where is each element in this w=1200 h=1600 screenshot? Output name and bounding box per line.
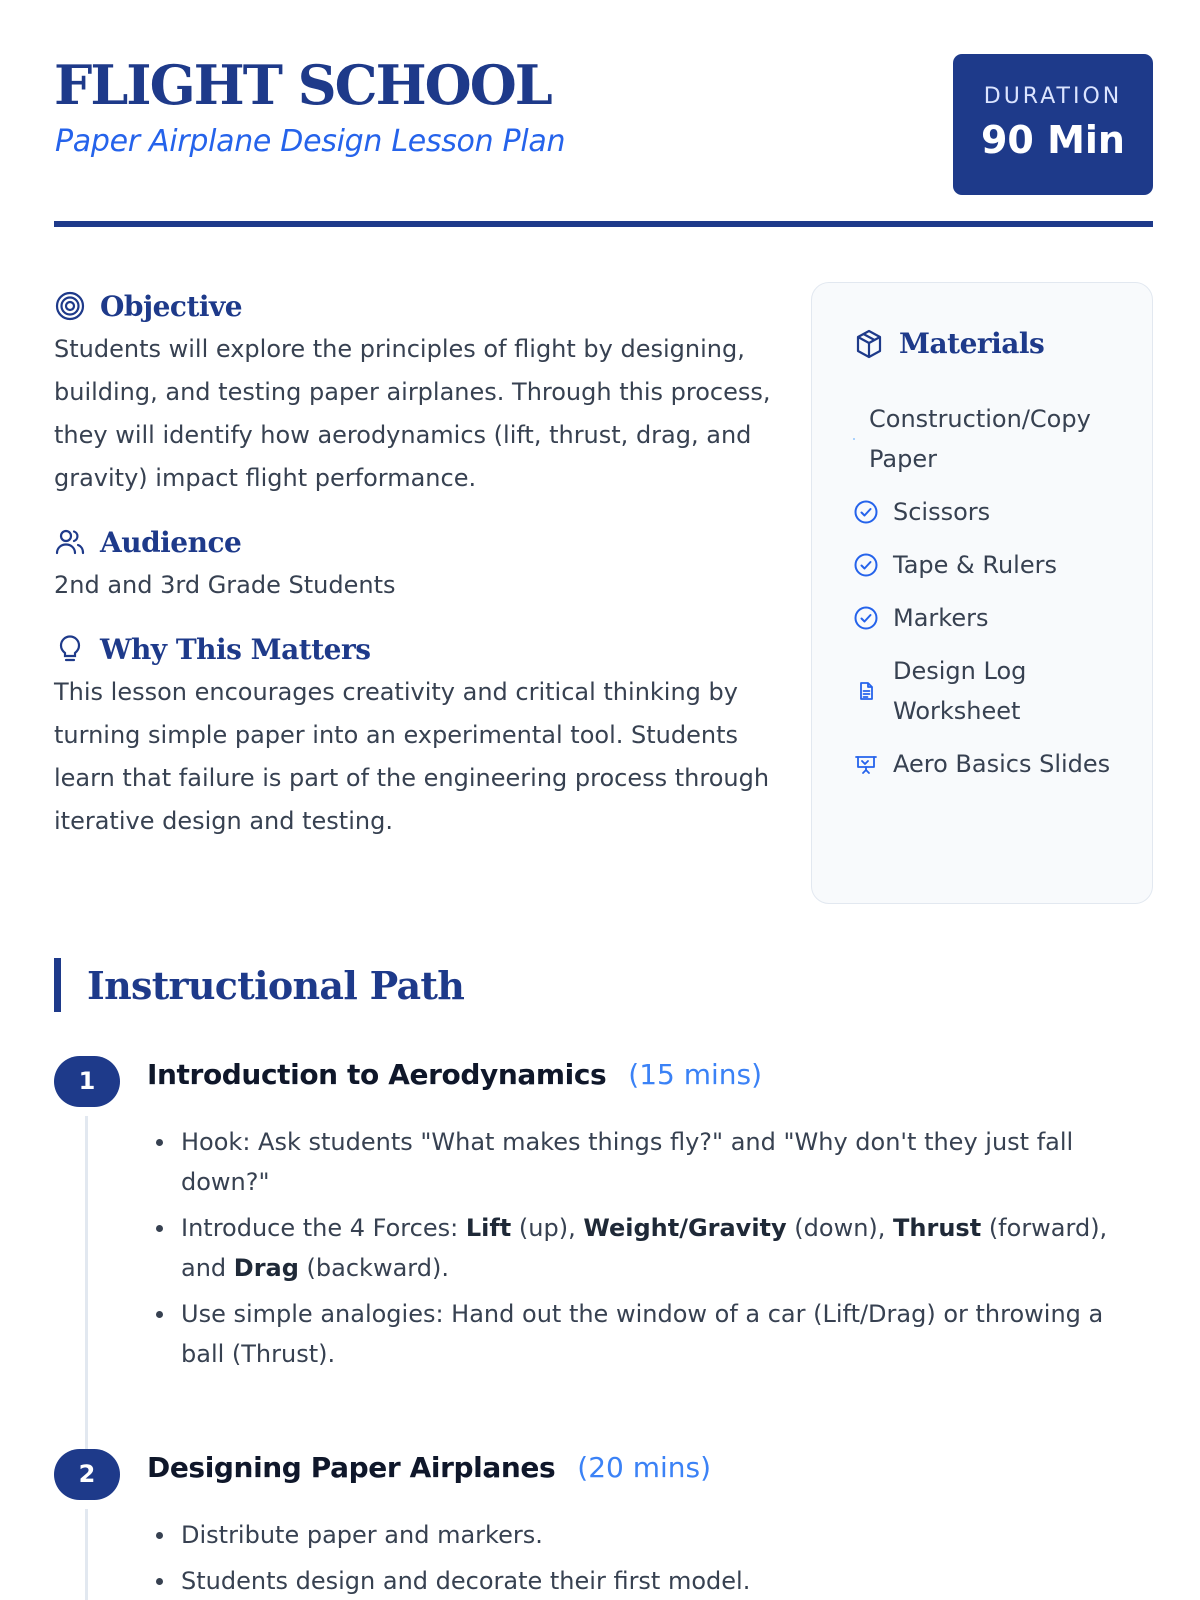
step-2 — [54, 1449, 1153, 1600]
material-item — [853, 545, 1133, 585]
material-item — [853, 744, 1133, 784]
why-text: This lesson encourages creativity and critical thinking by turning simple paper into an experimental tool. Students learn that failure is part of the engineering process through iterative design and testing. — [54, 678, 770, 835]
audience-title: Audience — [100, 525, 242, 559]
bullet-item — [181, 1294, 1153, 1374]
material-label: Scissors — [893, 498, 991, 526]
bullet-emphasis: Drag — [233, 1254, 299, 1282]
step-bullets — [181, 1515, 1153, 1600]
bullet-emphasis: Weight/Gravity — [583, 1214, 787, 1242]
step-title: Designing Paper Airplanes — [147, 1451, 556, 1484]
bullet-text: Use simple analogies: Hand out the window of a car (Lift/Drag) or throwing a ball (Thrust). — [181, 1300, 1104, 1368]
materials-title: Materials — [899, 327, 1045, 360]
check-circle-icon — [853, 552, 879, 578]
bullet-text: (down), — [786, 1214, 894, 1242]
target-icon — [54, 290, 86, 322]
duration-value: 90 Min — [980, 118, 1125, 162]
bullet-text: Hook: Ask students "What makes things fly?" and "Why don't they just fall down?" — [181, 1128, 1074, 1196]
dot-icon — [853, 438, 855, 440]
timeline-connector — [85, 1116, 88, 1462]
material-label: Markers — [893, 604, 989, 632]
audience-text: 2nd and 3rd Grade Students — [54, 571, 396, 599]
step-duration: (20 mins) — [577, 1451, 712, 1484]
page-title: FLIGHT SCHOOL — [54, 53, 551, 117]
bullet-text: (up), — [511, 1214, 584, 1242]
step-number: 2 — [54, 1449, 120, 1500]
bullet-item — [181, 1208, 1153, 1288]
document-icon — [853, 678, 879, 704]
objective-section — [54, 288, 784, 500]
header-divider — [54, 221, 1153, 227]
package-icon — [853, 328, 885, 360]
bullet-item — [181, 1515, 1153, 1555]
overview-column — [54, 288, 784, 843]
page-header — [54, 54, 1153, 228]
page-subtitle: Paper Airplane Design Lesson Plan — [55, 124, 566, 159]
bullet-item — [181, 1122, 1153, 1202]
material-item — [853, 399, 1133, 479]
instructional-path-heading — [54, 958, 464, 1012]
lightbulb-icon — [54, 633, 86, 665]
audience-section — [54, 524, 784, 607]
users-icon — [54, 526, 86, 558]
step-1 — [54, 1056, 1153, 1406]
presentation-icon — [853, 751, 879, 777]
bullet-emphasis: Thrust — [893, 1214, 982, 1242]
why-title: Why This Matters — [100, 632, 371, 666]
bullet-emphasis: Lift — [465, 1214, 512, 1242]
objective-text: Students will explore the principles of flight by designing, building, and testing paper airplanes. Through this process, they will identify how aerodynamics (lift, thrust, drag, and gravity) impact flight performance. — [54, 335, 771, 492]
material-label: Design Log Worksheet — [893, 657, 1027, 725]
duration-badge — [953, 54, 1153, 195]
check-circle-icon — [853, 605, 879, 631]
material-item — [853, 598, 1133, 638]
timeline-connector — [85, 1509, 88, 1600]
step-number: 1 — [54, 1056, 120, 1107]
step-duration: (15 mins) — [628, 1058, 763, 1091]
step-title: Introduction to Aerodynamics — [147, 1058, 607, 1091]
bullet-text: (backward). — [298, 1254, 449, 1282]
duration-label: DURATION — [983, 84, 1123, 109]
why-section — [54, 631, 784, 843]
bullet-text: Introduce the 4 Forces: — [181, 1214, 466, 1242]
material-label: Tape & Rulers — [893, 551, 1057, 579]
objective-title: Objective — [100, 289, 243, 323]
instructional-path-title: Instructional Path — [87, 962, 465, 1008]
check-circle-icon — [853, 499, 879, 525]
bullet-text: (forward), and — [181, 1214, 1108, 1282]
step-bullets — [181, 1122, 1153, 1380]
material-label: Construction/Copy Paper — [869, 405, 1091, 473]
materials-list — [853, 399, 1133, 797]
material-item — [853, 492, 1133, 532]
material-label: Aero Basics Slides — [893, 750, 1111, 778]
materials-card — [811, 282, 1153, 904]
bullet-text: Distribute paper and markers. — [181, 1521, 543, 1549]
bullet-text: Students design and decorate their first model. — [181, 1567, 751, 1595]
bullet-item — [181, 1561, 1153, 1600]
material-item — [853, 651, 1133, 731]
